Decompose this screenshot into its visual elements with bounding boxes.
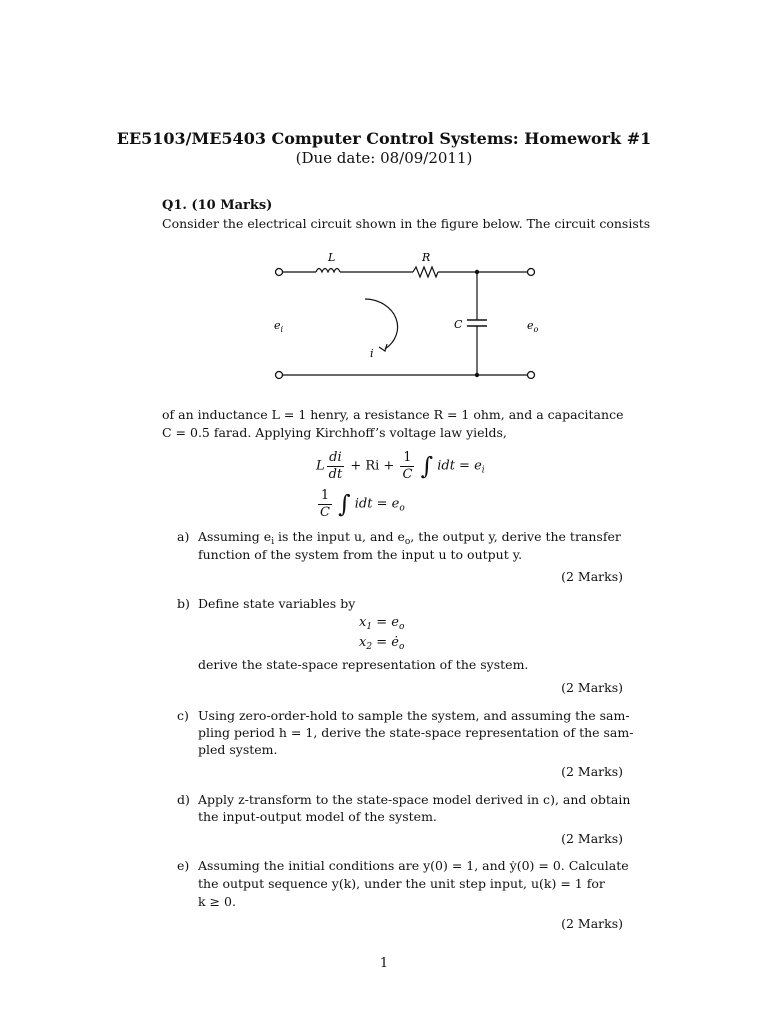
svg-text:ei [274,319,284,334]
output-terminal-bottom [528,372,535,379]
label-L: L [328,251,336,264]
svg-text:eo [527,319,539,334]
equation-kvl-2: $\frac{1}{C}$ ∫ idt = $e_o$ [320,488,405,520]
page-number: 1 [379,956,389,971]
resistor-symbol [413,267,438,277]
part-b-line1: Define state variables by [198,596,356,611]
label-C: C [454,318,463,331]
current-loop-arrow [365,299,398,349]
equation-kvl-1: L $\frac{di}{dt}$ + Ri + $\frac{1}{C}$ ∫ idt = $e_i$ [316,450,485,482]
label-i: i [370,347,374,360]
q1-cont2: C = 0.5 farad. Applying Kirchhoff’s voltage law yields, [162,425,507,440]
due-date: (Due date: 08/09/2011) [295,149,473,167]
label-ei: e [274,319,281,332]
part-c-line1: Using zero-order-hold to sample the system, and assuming the sam- [198,708,630,723]
part-b-line2: derive the state-space representation of the system. [198,657,529,672]
output-terminal-top [528,269,535,276]
q1-intro: Consider the electrical circuit shown in the figure below. The circuit consists [162,216,651,231]
part-d-line2: the input-output model of the system. [198,809,437,824]
part-c-line3: pled system. [198,742,278,757]
part-c-label: c) [177,708,189,723]
part-d-label: d) [177,792,190,807]
part-d-line1: Apply z-transform to the state-space model derived in c), and obtain [198,792,631,807]
part-d-marks: (2 Marks) [561,831,623,846]
part-a-marks: (2 Marks) [561,569,623,584]
part-e-line2: the output sequence y(k), under the unit step input, u(k) = 1 for [198,876,605,891]
part-e-line3: k ≥ 0. [198,894,236,909]
input-terminal-bottom [276,372,283,379]
part-a-label: a) [177,529,190,544]
label-ei-sub: i [280,325,284,334]
part-a-line1: Assuming $e_i$ is the input u, and $e_o$, the output y, derive the transfer [198,529,621,547]
inductor-symbol [316,269,340,273]
q1-cont1: of an inductance L = 1 henry, a resistance R = 1 ohm, and a capacitance [162,407,624,422]
document-title: EE5103/ME5403 Computer Control Systems: Homework #1 [116,129,652,148]
q1-heading: Q1. (10 Marks) [162,198,273,213]
part-c-marks: (2 Marks) [561,764,623,779]
circuit-diagram [262,247,552,397]
part-b-label: b) [177,596,190,611]
label-eo: e [527,319,534,332]
label-eo-sub: o [533,325,539,334]
part-c-line2: pling period h = 1, derive the state-space representation of the sam- [198,725,634,740]
part-b-eq1: $x_1 = e_o$ [359,615,405,632]
part-b-eq2: $x_2$ = $ė_o$ [359,635,405,652]
part-a-line2: function of the system from the input u to output y. [198,547,523,562]
part-e-line1: Assuming the initial conditions are y(0) = 1, and ẏ(0) = 0. Calculate [198,858,629,873]
part-e-label: e) [177,858,190,873]
input-terminal-top [276,269,283,276]
part-b-marks: (2 Marks) [561,680,623,695]
label-R: R [422,251,431,264]
part-e-marks: (2 Marks) [561,916,623,931]
